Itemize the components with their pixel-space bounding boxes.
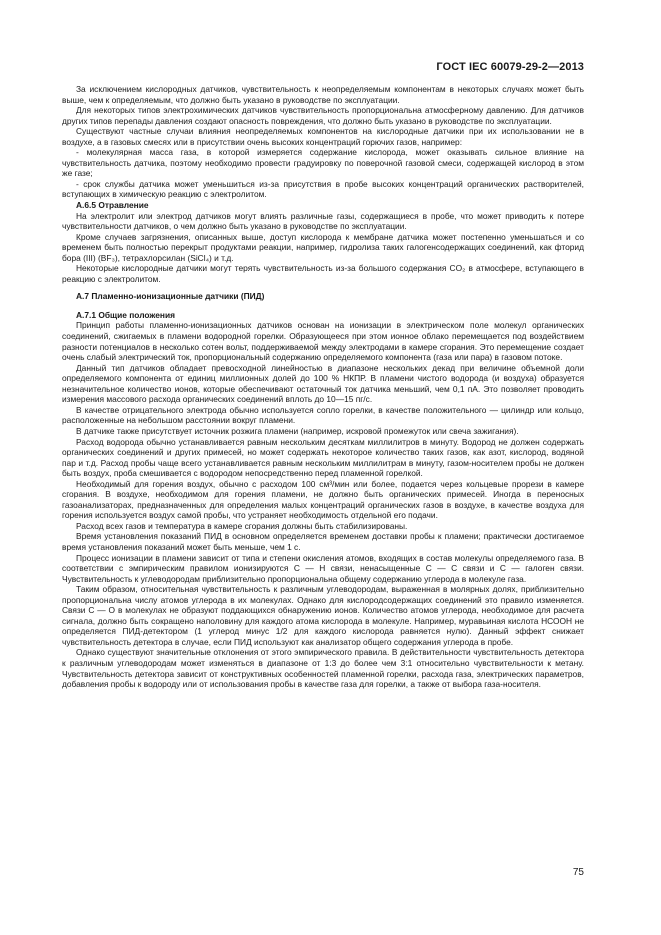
paragraph: В качестве отрицательного электрода обычно используется сопло горелки, в качестве положительного — цилиндр или кольцо, расположенные на небольшом расстоянии вокруг пламени. [62, 404, 584, 426]
paragraph: Процесс ионизации в пламени зависит от типа и степени окисления атомов, входящих в состав молекулы определяемого газа. В соответствии с эмпирическим правилом ионизируются С — Н связи, ненасыщенные С — С связи и С — галоген связи. Чувствительность к углеводородам приблизительно пропорциональна общему содержанию углерода в молекуле газа. [62, 552, 584, 584]
list-item: - молекулярная масса газа, в которой измеряется содержание кислорода, может оказывать сильное влияние на чувствительность датчика, поэтому необходимо провести градуировку по поверочной газовой смеси, содержащей кислород в этом же газе; [62, 147, 584, 179]
paragraph: На электролит или электрод датчиков могут влиять различные газы, содержащиеся в пробе, что может приводить к потере чувствительности датчиков, о чем должно быть указано в руководстве по эксплуатации. [62, 210, 584, 232]
paragraph: Для некоторых типов электрохимических датчиков чувствительность пропорциональна атмосферному давлению. Для датчиков других типов перепады давления создают опасность повреждения, что должно быть указано в руководстве по эксплуатации. [62, 105, 584, 126]
paragraph: Расход всех газов и температура в камере сгорания должны быть стабилизированы. [76, 520, 408, 531]
page-header: ГОСТ IEC 60079-29-2—2013 [436, 61, 584, 73]
paragraph: Таким образом, относительная чувствительность к различным углеводородам, выраженная в молярных долях, приблизительно пропорциональна числу атомов углерода в их молекулах. Однако для кислородсодержащих соединений это правило изменяется. Связи С — О в молекулах не образуют поддающихся обнаружению ионов. Количество атомов углерода, необходимое для расчета сигнала, должно быть сокращено наполовину для каждого атома кислорода в молекуле. Например, муравьиная кислота НСООН не определяется ПИД-детектором (1 углерод минус 1/2 для каждого кислорода равняется нулю). Данный эффект снижает чувствительность детектора в случае, если ПИД используют как анализатор общего содержания углерода в пробе. [62, 584, 584, 647]
section-heading: А.7 Пламенно-ионизационные датчики (ПИД) [76, 291, 265, 302]
page-number: 75 [572, 867, 584, 878]
paragraph: Некоторые кислородные датчики могут терять чувствительность из-за большого содержания CO₂ в атмосфере, вступающего в реакцию с электролитом. [62, 263, 584, 284]
paragraph: Принцип работы пламенно-ионизационных датчиков основан на ионизации в электрическом поле молекул органических соединений, сжигаемых в пламени водородной горелки. Образующееся при этом ионное облако перемещается под воздействием разности потенциалов в несколько сотен вольт, поддерживаемой между электродами в камере сгорания. Это перемещение создает очень слабый электрический ток, пропорциональный содержанию определяемого компонента (газа или пара) в газовом потоке. [62, 320, 584, 363]
paragraph: В датчике также присутствует источник розжига пламени (например, искровой промежуток или свеча зажигания). [76, 425, 519, 436]
list-item: - срок службы датчика может уменьшиться из-за присутствия в пробе высоких концентраций органических растворителей, вступающих в химическую реакцию с электролитом. [62, 178, 584, 200]
paragraph: Существуют частные случаи влияния неопределяемых компонентов на кислородные датчики при их использовании не в воздухе, а в газовых смесях или в присутствии очень высоких концентраций горючих газов, например: [62, 126, 584, 147]
paragraph: Кроме случаев загрязнения, описанных выше, доступ кислорода к мембране датчика может постепенно уменьшаться и со временем быть полностью перекрыт продуктами реакции, например, гидролиза таких галогенсодержащих соединений, как фторид бора (III) (BF₃), тетрахлорсилан (SiCl₄) и т.д. [62, 231, 584, 263]
paragraph: Однако существуют значительные отклонения от этого эмпирического правила. В действительности чувствительность детектора к различным углеводородам может изменяться в диапазоне от 1:3 до более чем 3:1 относительно чувствительности к метану. Чувствительность детектора зависит от конструктивных особенностей пламенной горелки, расхода газа, электрических параметров, добавления пробы к водороду или от использования пробы в качестве газа для горелки, а также от выбора газа-носителя. [62, 647, 584, 690]
document-body [62, 84, 584, 690]
paragraph: За исключением кислородных датчиков, чувствительность к неопределяемым компонентам в некоторых случаях может быть выше, чем к определяемым, что должно быть указано в руководстве по эксплуатации. [62, 84, 584, 105]
paragraph: Данный тип датчиков обладает превосходной линейностью в диапазоне нескольких декад при величине объемной доли определяемого компонента от единиц миллионных долей до 100 % НКПР. В пламени чистого водорода (и воздуха) образуется незначительное количество ионов, которые обеспечивают остаточный ток датчика меньший, чем 0,1 пА. Это позволяет проводить измерения массового расхода органических соединений вплоть до 10—15 пг/с. [62, 362, 584, 405]
section-heading: А.6.5 Отравление [76, 200, 149, 211]
paragraph: Время установления показаний ПИД в основном определяется временем доставки пробы к пламени; практически достигаемое время установления показаний может быть меньше, чем 1 с. [62, 531, 584, 552]
subsection-heading: А.7.1 Общие положения [76, 309, 175, 320]
paragraph: Расход водорода обычно устанавливается равным нескольким десяткам миллилитров в минуту. Водород не должен содержать органических соединений и других примесей, но может содержать некоторое количество таких газов, как азот, кислород, водяной пар и т.д. Расход пробы чаще всего устанавливается равным нескольким миллилитрам в минуту, газом-носителем пробы не должен быть воздух, проба смешивается с водородом непосредственно перед пламенной горелкой. [62, 436, 584, 479]
paragraph: Необходимый для горения воздух, обычно с расходом 100 см³/мин или более, подается через кольцевые прорези в камере сгорания. В воздухе, необходимом для горения пламени, не должно быть органических примесей. Иногда в переносных газоанализаторах, предназначенных для определения малых концентраций органических газов в воздухе, в качестве воздуха для горения используется воздух самой пробы, что устраняет необходимость отдельной его подачи. [62, 478, 584, 521]
